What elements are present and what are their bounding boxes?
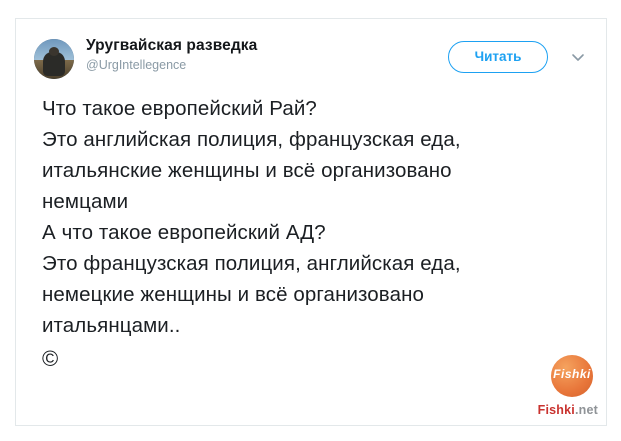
tweet-line: Это английская полиция, французская еда, <box>42 128 461 151</box>
follow-button[interactable]: Читать <box>448 41 548 73</box>
avatar-figure <box>43 52 65 76</box>
site-watermark-name: Fishki <box>537 403 575 417</box>
account-display-name[interactable]: Уругвайская разведка <box>86 37 258 54</box>
tweet-line: немецкие женщины и всё организовано <box>42 283 424 306</box>
tweet-card <box>15 18 607 426</box>
tweet-line: итальянские женщины и всё организовано <box>42 159 452 182</box>
watermark-logo <box>551 355 593 397</box>
tweet-line: А что такое европейский АД? <box>42 221 326 244</box>
watermark-logo-text: Fishki <box>553 367 591 381</box>
copyright-symbol: © <box>42 346 59 371</box>
tweet-header <box>16 19 606 87</box>
tweet-line: Что такое европейский Рай? <box>42 97 317 120</box>
chevron-down-icon[interactable] <box>570 49 586 65</box>
site-watermark <box>538 403 598 417</box>
avatar[interactable] <box>34 39 74 79</box>
account-handle[interactable]: @UrgIntellegence <box>86 58 187 72</box>
account-name-block <box>86 36 257 73</box>
tweet-text <box>16 93 606 376</box>
tweet-line: немцами <box>42 190 129 213</box>
tweet-line: Это французская полиция, английская еда, <box>42 252 461 275</box>
tweet-line: итальянцами.. <box>42 314 181 337</box>
site-watermark-tld: .net <box>574 403 598 417</box>
